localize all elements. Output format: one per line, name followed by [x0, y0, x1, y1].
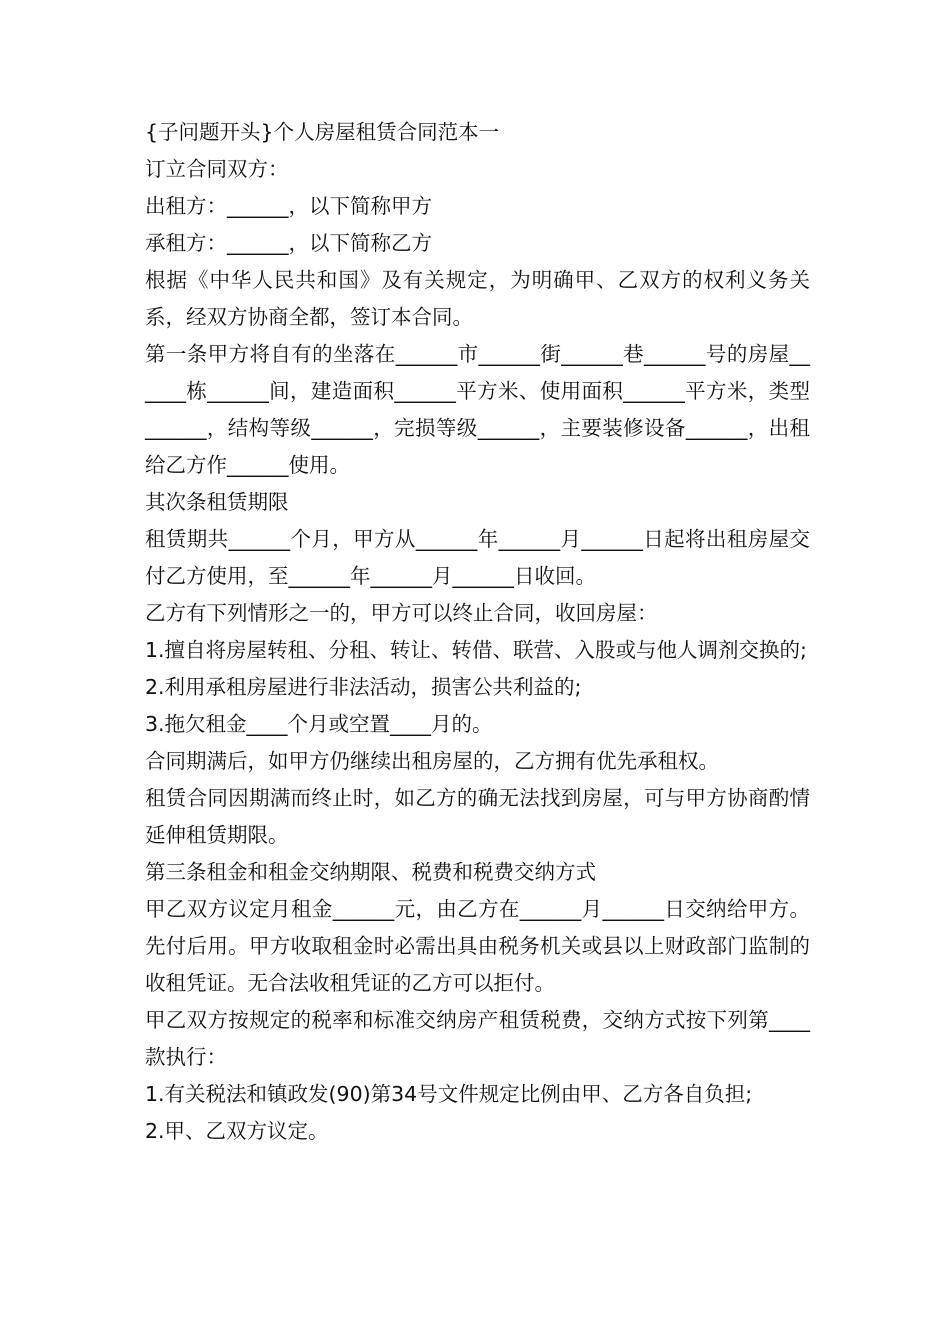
paragraph-preamble: 根据《中华人民共和国》及有关规定，为明确甲、乙双方的权利义务关系，经双方协商全都，签订本合同。 [145, 268, 810, 329]
list-item: 1.擅自将房屋转租、分租、转让、转借、联营、入股或与他人调剂交换的; [145, 638, 807, 662]
list-item: 1.有关税法和镇政发(90)第34号文件规定比例由甲、乙方各自负担; [145, 1082, 753, 1106]
paragraph-lessor: 出租方：______，以下简称甲方 [145, 194, 432, 218]
paragraph-article-3-heading: 第三条租金和租金交纳期限、税费和税费交纳方式 [145, 860, 596, 884]
paragraph-lease-term: 租赁期共______个月，甲方从______年______月______日起将出租房屋交付乙方使用，至______年______月______日收回。 [145, 527, 810, 588]
paragraph-parties-heading: 订立合同双方： [145, 157, 289, 181]
list-item: 2.甲、乙双方议定。 [145, 1119, 329, 1143]
document-title: {子问题开头}个人房屋租赁合同范本一 [145, 120, 500, 144]
paragraph-termination-conditions: 乙方有下列情形之一的，甲方可以终止合同，收回房屋： [145, 601, 658, 625]
list-item: 3.拖欠租金____个月或空置____月的。 [145, 712, 493, 736]
document-body [145, 114, 810, 1150]
paragraph-lessee: 承租方：______，以下简称乙方 [145, 231, 432, 255]
paragraph-tax-payment: 甲乙双方按规定的税率和标准交纳房产租赁税费，交纳方式按下列第____款执行： [145, 1008, 810, 1069]
paragraph-rent-payment: 甲乙双方议定月租金______元，由乙方在______月______日交纳给甲方。先付后用。甲方收取租金时必需出具由税务机关或县以上财政部门监制的收租凭证。无合法收租凭证的乙方可以拒付。 [145, 897, 810, 995]
paragraph-article-2-heading: 其次条租赁期限 [145, 490, 289, 514]
list-item: 2.利用承租房屋进行非法活动，损害公共利益的; [145, 675, 582, 699]
paragraph-renewal-priority: 合同期满后，如甲方仍继续出租房屋的，乙方拥有优先承租权。 [145, 749, 719, 773]
paragraph-extension: 租赁合同因期满而终止时，如乙方的确无法找到房屋，可与甲方协商酌情延伸租赁期限。 [145, 786, 810, 847]
paragraph-article-1: 第一条甲方将自有的坐落在______市______街______巷______号的房屋______栋______间，建造面积______平方米、使用面积______平方米，类型______，结构等级______，完损等级______，主要装修设备______，出租给乙方作______使用。 [145, 342, 810, 477]
